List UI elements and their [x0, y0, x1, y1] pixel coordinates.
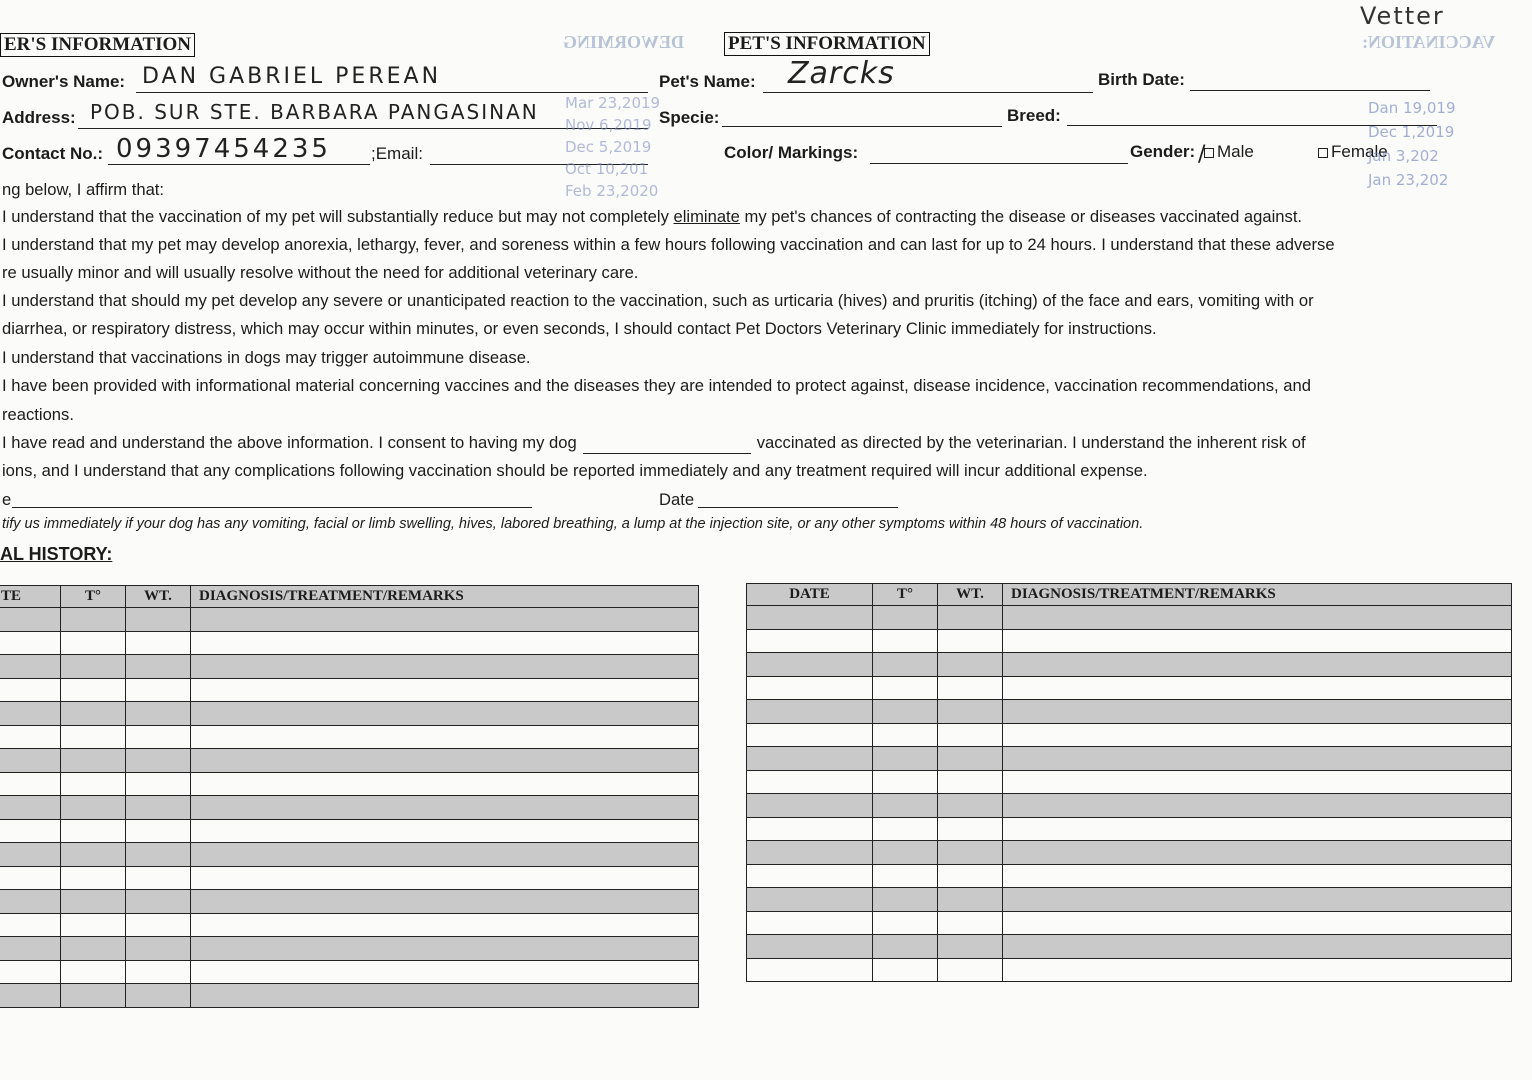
- right-weight-cell[interactable]: [938, 864, 1003, 888]
- right-diagnosis-cell[interactable]: [1003, 958, 1512, 982]
- right-temp-cell[interactable]: [873, 911, 938, 935]
- table-row: [747, 747, 1512, 771]
- pet-name-line: [763, 92, 1093, 93]
- table-row: [0, 678, 699, 702]
- left-col-temp: T°: [61, 586, 126, 608]
- right-diagnosis-cell[interactable]: [1003, 700, 1512, 724]
- history-right-header-row: [747, 584, 1512, 606]
- left-diagnosis-cell[interactable]: [191, 843, 699, 867]
- right-date-cell[interactable]: [747, 770, 873, 794]
- pet-name-value[interactable]: Zarcks: [788, 56, 895, 91]
- right-temp-cell[interactable]: [873, 958, 938, 982]
- left-date-cell[interactable]: [0, 866, 61, 890]
- right-date-cell[interactable]: [747, 606, 873, 630]
- owner-name-label: Owner's Name:: [2, 72, 126, 91]
- history-left-header-row: [0, 586, 699, 608]
- left-weight-cell[interactable]: [126, 796, 191, 820]
- left-diagnosis-cell[interactable]: [191, 631, 699, 655]
- consent-item-4: I understand that vaccinations in dogs may trigger autoimmune disease.: [2, 348, 531, 367]
- right-diagnosis-cell[interactable]: [1003, 888, 1512, 912]
- consent-item-3a: I understand that should my pet develop any severe or unanticipated reaction to the vaccination, such as urticaria (hives) and pruritis (itching) of the face and ears, vomiting with or: [2, 291, 1314, 310]
- right-col-temp: T°: [873, 584, 938, 606]
- right-weight-cell[interactable]: [938, 747, 1003, 771]
- table-row: [0, 960, 699, 984]
- right-weight-cell[interactable]: [938, 606, 1003, 630]
- left-date-cell[interactable]: [0, 702, 61, 726]
- table-row: [747, 794, 1512, 818]
- left-temp-cell[interactable]: [61, 960, 126, 984]
- left-weight-cell[interactable]: [126, 772, 191, 796]
- left-date-cell[interactable]: [0, 772, 61, 796]
- right-diagnosis-cell[interactable]: [1003, 606, 1512, 630]
- right-date-cell[interactable]: [747, 911, 873, 935]
- table-row: [747, 676, 1512, 700]
- right-diagnosis-cell[interactable]: [1003, 629, 1512, 653]
- female-label: Female: [1331, 142, 1388, 161]
- left-weight-cell[interactable]: [126, 702, 191, 726]
- address-value[interactable]: POB. SUR STE. BARBARA PANGASINAN: [90, 100, 539, 124]
- right-temp-cell[interactable]: [873, 770, 938, 794]
- right-date-cell[interactable]: [747, 653, 873, 677]
- right-date-cell[interactable]: [747, 747, 873, 771]
- right-diagnosis-cell[interactable]: [1003, 911, 1512, 935]
- consent-item-2b: re usually minor and will usually resolve without the need for additional veterinary care.: [2, 263, 639, 282]
- left-date-cell[interactable]: [0, 819, 61, 843]
- left-weight-cell[interactable]: [126, 819, 191, 843]
- left-temp-cell[interactable]: [61, 890, 126, 914]
- left-temp-cell[interactable]: [61, 655, 126, 679]
- left-weight-cell[interactable]: [126, 843, 191, 867]
- right-diagnosis-cell[interactable]: [1003, 935, 1512, 959]
- table-row: [747, 817, 1512, 841]
- right-date-cell[interactable]: [747, 700, 873, 724]
- left-weight-cell[interactable]: [126, 984, 191, 1008]
- table-row: [0, 937, 699, 961]
- left-weight-cell[interactable]: [126, 866, 191, 890]
- pet-name-label: Pet's Name:: [659, 72, 756, 91]
- specie-line: [722, 126, 1002, 127]
- owner-info-header: ER'S INFORMATION: [0, 33, 195, 57]
- left-temp-cell[interactable]: [61, 796, 126, 820]
- consent-item-5b: reactions.: [2, 405, 74, 424]
- birth-date-label: Birth Date:: [1098, 70, 1185, 89]
- left-diagnosis-cell[interactable]: [191, 749, 699, 773]
- male-checkbox[interactable]: [1204, 148, 1214, 158]
- left-diagnosis-cell[interactable]: [191, 655, 699, 679]
- left-diagnosis-cell[interactable]: [191, 678, 699, 702]
- left-diagnosis-cell[interactable]: [191, 796, 699, 820]
- notice-text: tify us immediately if your dog has any vomiting, facial or limb swelling, hives, labored breathing, a lump at the injection site, or any other symptoms within 48 hours of vaccination.: [2, 516, 1144, 532]
- right-temp-cell[interactable]: [873, 676, 938, 700]
- left-weight-cell[interactable]: [126, 913, 191, 937]
- consent-item-6a-start: I have read and understand the above information. I consent to having my dog: [2, 433, 577, 452]
- left-temp-cell[interactable]: [61, 937, 126, 961]
- right-date-cell[interactable]: [747, 864, 873, 888]
- consent-item-1-text: I understand that the vaccination of my pet will substantially reduce but may not completely: [2, 207, 674, 226]
- table-row: [747, 888, 1512, 912]
- left-weight-cell[interactable]: [126, 749, 191, 773]
- left-date-cell[interactable]: [0, 890, 61, 914]
- right-date-cell[interactable]: [747, 794, 873, 818]
- left-weight-cell[interactable]: [126, 678, 191, 702]
- eliminate-word: eliminate: [673, 207, 740, 226]
- left-col-weight: WT.: [126, 586, 191, 608]
- left-diagnosis-cell[interactable]: [191, 960, 699, 984]
- table-row: [0, 913, 699, 937]
- table-row: [0, 608, 699, 632]
- date-label: Date: [659, 490, 695, 509]
- left-weight-cell[interactable]: [126, 960, 191, 984]
- right-weight-cell[interactable]: [938, 770, 1003, 794]
- color-markings-line: [870, 163, 1128, 164]
- gender-label: Gender:: [1130, 142, 1196, 161]
- table-row: [747, 723, 1512, 747]
- table-row: [0, 796, 699, 820]
- left-diagnosis-cell[interactable]: [191, 890, 699, 914]
- table-row: [0, 702, 699, 726]
- left-weight-cell[interactable]: [126, 608, 191, 632]
- female-checkbox[interactable]: [1318, 148, 1328, 158]
- contact-label: Contact No.:: [2, 144, 104, 163]
- left-temp-cell[interactable]: [61, 749, 126, 773]
- left-temp-cell[interactable]: [61, 913, 126, 937]
- table-row: [747, 629, 1512, 653]
- consent-item-1: [2, 207, 1302, 227]
- pet-info-header: PET'S INFORMATION: [724, 32, 930, 56]
- left-temp-cell[interactable]: [61, 772, 126, 796]
- bleed-through-vaccination: VACCINATION:: [1362, 32, 1496, 52]
- right-col-diagnosis: DIAGNOSIS/TREATMENT/REMARKS: [1003, 584, 1512, 606]
- right-weight-cell[interactable]: [938, 723, 1003, 747]
- left-temp-cell[interactable]: [61, 702, 126, 726]
- table-row: [747, 700, 1512, 724]
- table-row: [747, 653, 1512, 677]
- right-date-cell[interactable]: [747, 723, 873, 747]
- table-row: [0, 819, 699, 843]
- left-diagnosis-cell[interactable]: [191, 772, 699, 796]
- address-line: [78, 128, 648, 129]
- right-weight-cell[interactable]: [938, 841, 1003, 865]
- left-diagnosis-cell[interactable]: [191, 937, 699, 961]
- left-weight-cell[interactable]: [126, 655, 191, 679]
- right-date-cell[interactable]: [747, 817, 873, 841]
- male-check-mark: /: [1198, 142, 1206, 167]
- right-weight-cell[interactable]: [938, 888, 1003, 912]
- right-weight-cell[interactable]: [938, 794, 1003, 818]
- left-temp-cell[interactable]: [61, 866, 126, 890]
- table-row: [0, 984, 699, 1008]
- table-row: [0, 749, 699, 773]
- table-row: [747, 958, 1512, 982]
- right-temp-cell[interactable]: [873, 629, 938, 653]
- left-diagnosis-cell[interactable]: [191, 819, 699, 843]
- table-row: [0, 655, 699, 679]
- right-weight-cell[interactable]: [938, 935, 1003, 959]
- signature-label: e: [2, 490, 12, 509]
- left-date-cell[interactable]: [0, 843, 61, 867]
- owner-name-value[interactable]: DAN GABRIEL PEREAN: [142, 64, 442, 89]
- left-col-diagnosis: DIAGNOSIS/TREATMENT/REMARKS: [191, 586, 699, 608]
- bleed-through-deworming: DEWORMING: [563, 32, 684, 52]
- right-diagnosis-cell[interactable]: [1003, 794, 1512, 818]
- right-diagnosis-cell[interactable]: [1003, 864, 1512, 888]
- table-row: [0, 866, 699, 890]
- right-temp-cell[interactable]: [873, 653, 938, 677]
- right-weight-cell[interactable]: [938, 700, 1003, 724]
- right-date-cell[interactable]: [747, 841, 873, 865]
- right-diagnosis-cell[interactable]: [1003, 817, 1512, 841]
- left-date-cell[interactable]: [0, 796, 61, 820]
- table-row: [747, 606, 1512, 630]
- right-date-cell[interactable]: [747, 888, 873, 912]
- right-temp-cell[interactable]: [873, 888, 938, 912]
- breed-label: Breed:: [1007, 106, 1061, 125]
- left-date-cell[interactable]: [0, 984, 61, 1008]
- table-row: [747, 935, 1512, 959]
- right-temp-cell[interactable]: [873, 747, 938, 771]
- left-date-cell[interactable]: [0, 678, 61, 702]
- contact-value[interactable]: 09397454235: [116, 134, 331, 164]
- right-temp-cell[interactable]: [873, 817, 938, 841]
- left-date-cell[interactable]: [0, 749, 61, 773]
- bleed-through-dates: Dan 19,019 Dec 1,2019 Jan 3,202 Jan 23,202: [1368, 99, 1456, 189]
- consent-item-6a: [2, 433, 1306, 454]
- left-col-date: TE: [0, 586, 61, 608]
- dog-name-blank[interactable]: [583, 433, 751, 454]
- right-diagnosis-cell[interactable]: [1003, 723, 1512, 747]
- specie-label: Specie:: [659, 108, 720, 127]
- table-row: [747, 841, 1512, 865]
- right-date-cell[interactable]: [747, 935, 873, 959]
- table-row: [0, 843, 699, 867]
- left-diagnosis-cell[interactable]: [191, 725, 699, 749]
- left-temp-cell[interactable]: [61, 608, 126, 632]
- table-row: [0, 725, 699, 749]
- male-label: Male: [1217, 142, 1254, 161]
- left-weight-cell[interactable]: [126, 631, 191, 655]
- right-weight-cell[interactable]: [938, 676, 1003, 700]
- birth-date-line: [1190, 90, 1430, 91]
- left-diagnosis-cell[interactable]: [191, 866, 699, 890]
- consent-item-5a: I have been provided with informational material concerning vaccines and the diseases they are intended to protect against, disease incidence, vaccination recommendations, and: [2, 376, 1311, 395]
- left-date-cell[interactable]: [0, 913, 61, 937]
- gender-male-option[interactable]: [1204, 142, 1254, 162]
- right-weight-cell[interactable]: [938, 817, 1003, 841]
- consent-item-1-end: my pet's chances of contracting the disease or diseases vaccinated against.: [739, 207, 1303, 226]
- right-temp-cell[interactable]: [873, 723, 938, 747]
- consent-item-6b: ions, and I understand that any complications following vaccination should be reported immediately and any treatment required will incur additional expense.: [2, 461, 1148, 480]
- right-temp-cell[interactable]: [873, 935, 938, 959]
- consent-intro: ng below, I affirm that:: [2, 180, 165, 199]
- table-row: [0, 631, 699, 655]
- table-row: [0, 890, 699, 914]
- right-weight-cell[interactable]: [938, 911, 1003, 935]
- table-row: [747, 911, 1512, 935]
- color-markings-label: Color/ Markings:: [724, 143, 859, 162]
- left-date-cell[interactable]: [0, 608, 61, 632]
- left-temp-cell[interactable]: [61, 678, 126, 702]
- signature-line[interactable]: [12, 507, 532, 508]
- right-temp-cell[interactable]: [873, 794, 938, 818]
- left-diagnosis-cell[interactable]: [191, 702, 699, 726]
- left-date-cell[interactable]: [0, 655, 61, 679]
- history-table-right: [746, 583, 1512, 982]
- right-temp-cell[interactable]: [873, 606, 938, 630]
- right-col-date: DATE: [747, 584, 873, 606]
- right-date-cell[interactable]: [747, 958, 873, 982]
- right-weight-cell[interactable]: [938, 958, 1003, 982]
- history-title: AL HISTORY:: [0, 544, 113, 564]
- left-weight-cell[interactable]: [126, 937, 191, 961]
- left-date-cell[interactable]: [0, 937, 61, 961]
- left-temp-cell[interactable]: [61, 819, 126, 843]
- address-label: Address:: [2, 108, 76, 127]
- left-diagnosis-cell[interactable]: [191, 913, 699, 937]
- date-line[interactable]: [698, 507, 898, 508]
- table-row: [0, 772, 699, 796]
- email-label: ;Email:: [371, 144, 423, 163]
- contact-line: [108, 164, 370, 165]
- left-date-cell[interactable]: [0, 631, 61, 655]
- left-date-cell[interactable]: [0, 960, 61, 984]
- right-weight-cell[interactable]: [938, 629, 1003, 653]
- right-diagnosis-cell[interactable]: [1003, 770, 1512, 794]
- left-temp-cell[interactable]: [61, 843, 126, 867]
- left-date-cell[interactable]: [0, 725, 61, 749]
- consent-item-6a-end: vaccinated as directed by the veterinarian. I understand the inherent risk of: [756, 433, 1306, 452]
- handwritten-vetter: Vetter: [1360, 2, 1445, 30]
- right-diagnosis-cell[interactable]: [1003, 676, 1512, 700]
- left-diagnosis-cell[interactable]: [191, 608, 699, 632]
- right-temp-cell[interactable]: [873, 864, 938, 888]
- right-date-cell[interactable]: [747, 629, 873, 653]
- right-date-cell[interactable]: [747, 676, 873, 700]
- left-temp-cell[interactable]: [61, 725, 126, 749]
- left-diagnosis-cell[interactable]: [191, 984, 699, 1008]
- right-diagnosis-cell[interactable]: [1003, 747, 1512, 771]
- right-temp-cell[interactable]: [873, 700, 938, 724]
- bleed-through-marks: Mar 23,2019 Nov 6,2019 Dec 5,2019 Oct 10,201 Feb 23,2020: [565, 94, 661, 200]
- right-weight-cell[interactable]: [938, 653, 1003, 677]
- right-diagnosis-cell[interactable]: [1003, 841, 1512, 865]
- right-temp-cell[interactable]: [873, 841, 938, 865]
- consent-item-2a: I understand that my pet may develop anorexia, lethargy, fever, and soreness within a few hours following vaccination and can last for up to 24 hours. I understand that these adverse: [2, 235, 1335, 254]
- right-col-weight: WT.: [938, 584, 1003, 606]
- table-row: [747, 864, 1512, 888]
- left-weight-cell[interactable]: [126, 890, 191, 914]
- history-table-left: [0, 585, 699, 1008]
- right-diagnosis-cell[interactable]: [1003, 653, 1512, 677]
- consent-item-3b: diarrhea, or respiratory distress, which may occur within minutes, or even seconds, I should contact Pet Doctors Veterinary Clinic immediately for instructions.: [2, 319, 1157, 338]
- left-temp-cell[interactable]: [61, 984, 126, 1008]
- table-row: [747, 770, 1512, 794]
- left-weight-cell[interactable]: [126, 725, 191, 749]
- left-temp-cell[interactable]: [61, 631, 126, 655]
